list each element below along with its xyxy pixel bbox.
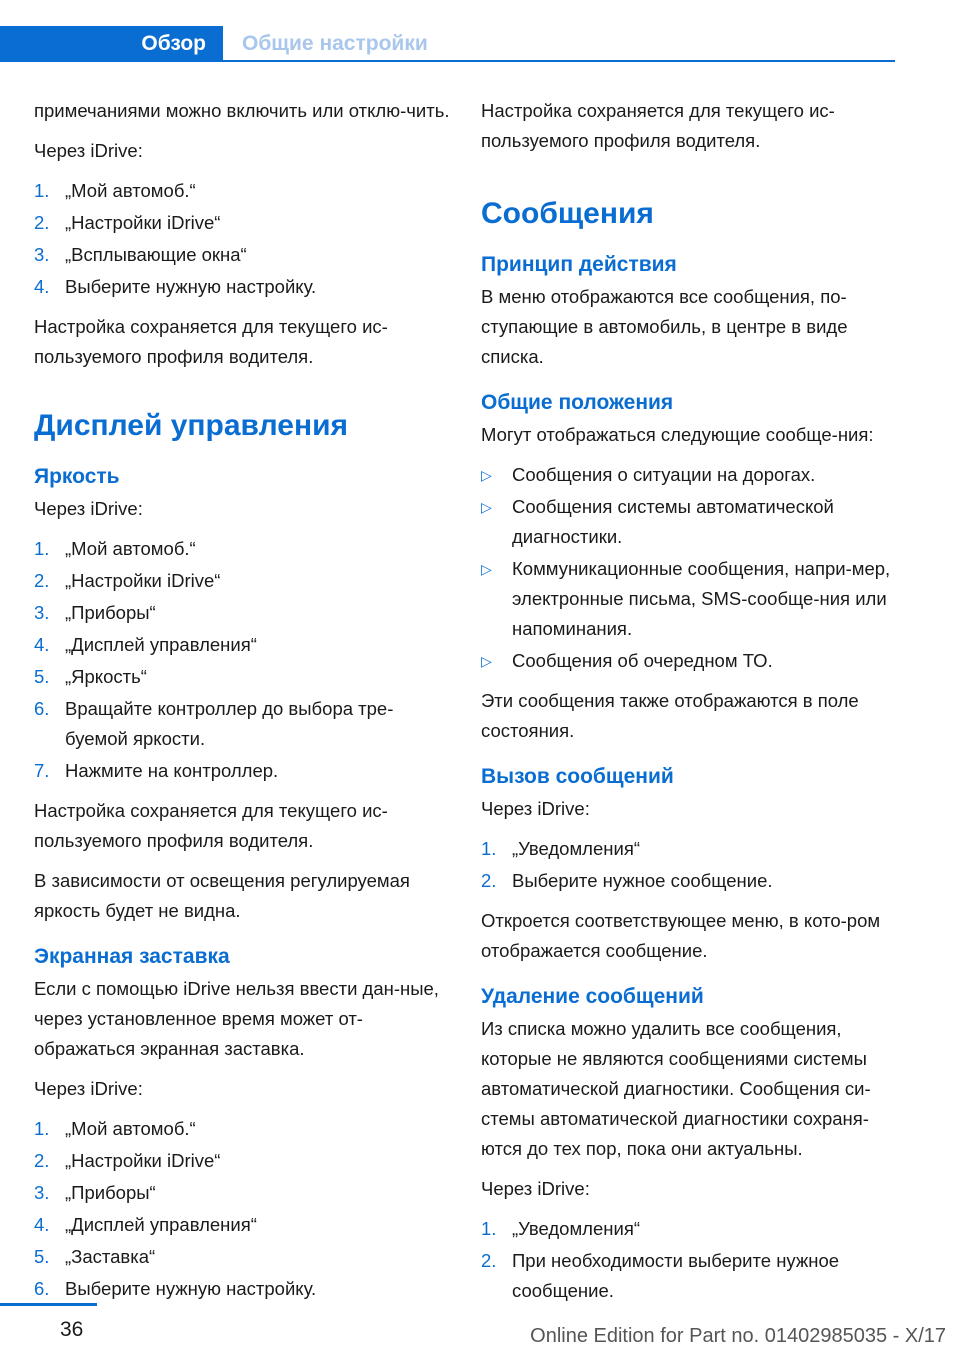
paragraph: Если с помощью iDrive нельзя ввести дан-ные, через установленное время может от-ображаться экранная заставка. [34,978,439,1059]
step-number: 6. [34,1278,50,1299]
step-item [34,694,454,754]
step-text: При необходимости выберите нужное сообщение. [512,1250,840,1301]
step-number: 1. [34,1118,50,1139]
paragraph: Настройка сохраняется для текущего ис-пользуемого профиля водителя. [34,316,388,367]
step-number: 1. [34,180,50,201]
step-item [34,756,454,786]
step-number: 1. [481,838,497,859]
paragraph: В зависимости от освещения регулируемая яркость будет не видна. [34,870,410,921]
step-text: „Мой автомоб.“ [65,538,196,559]
step-text: „Всплывающие окна“ [65,244,247,265]
triangle-right-icon: ▷ [481,467,492,483]
paragraph: Откроется соответствующее меню, в кото-ром отображается сообщение. [481,910,881,961]
step-item [34,272,454,302]
step-item [34,1178,454,1208]
step-item [34,534,454,564]
step-text: Выберите нужную настройку. [65,1278,317,1299]
step-text: „Приборы“ [65,602,156,623]
paragraph: Из списка можно удалить все сообщения, которые не являются сообщениями системы автоматической диагностики. Сообщения си-стемы автоматической диагностики сохраня-ются до тех пор, пока они актуальны. [481,1018,871,1159]
step-text: „Настройки iDrive“ [65,1150,221,1171]
step-text: „Настройки iDrive“ [65,212,221,233]
step-item [34,176,454,206]
step-item [34,240,454,270]
step-text: „Мой автомоб.“ [65,1118,196,1139]
paragraph: Настройка сохраняется для текущего ис-пользуемого профиля водителя. [34,800,388,851]
bullet-list [481,460,901,676]
heading-display: Дисплей управления [34,409,349,442]
steps-list [34,1114,454,1304]
step-number: 4. [34,276,50,297]
subheading-general: Общие положения [481,391,674,414]
step-text: Нажмите на контроллер. [65,760,279,781]
paragraph: Настройка сохраняется для текущего ис-пользуемого профиля водителя. [481,100,835,151]
step-text: „Уведомления“ [512,1218,640,1239]
step-number: 2. [34,570,50,591]
step-text: Выберите нужную настройку. [65,276,317,297]
step-number: 7. [34,760,50,781]
step-text: „Заставка“ [65,1246,156,1267]
step-item [34,208,454,238]
step-text: „Приборы“ [65,1182,156,1203]
subheading-delete-messages: Удаление сообщений [481,985,704,1008]
subheading-screensaver: Экранная заставка [34,945,230,968]
step-number: 5. [34,1246,50,1267]
step-item [34,1114,454,1144]
paragraph: Эти сообщения также отображаются в поле состояния. [481,690,859,741]
edition-label: Online Edition for Part no. 01402985035 - X/17 [530,1325,946,1347]
steps-list [34,534,454,786]
triangle-right-icon: ▷ [481,653,492,669]
step-text: Вращайте контроллер до выбора тре-буемой яркости. [65,698,394,749]
heading-messages: Сообщения [481,197,654,230]
paragraph: В меню отображаются все сообщения, по-ступающие в автомобиль, в центре в виде списка. [481,286,848,367]
step-item [34,630,454,660]
section-tab-general-settings[interactable]: Общие настройки [242,31,428,55]
step-number: 5. [34,666,50,687]
step-number: 1. [481,1218,497,1239]
step-number: 2. [34,212,50,233]
triangle-right-icon: ▷ [481,499,492,515]
bullet-text: Коммуникационные сообщения, напри-мер, электронные письма, SMS-сообще-ния или напоминания. [512,558,891,639]
step-text: „Уведомления“ [512,838,640,859]
step-item [34,598,454,628]
page-number: 36 [60,1318,84,1341]
subheading-brightness: Яркость [34,465,120,488]
bullet-item [481,554,901,644]
step-item [481,834,901,864]
paragraph: примечаниями можно включить или отклю-чить. [34,100,450,121]
step-number: 3. [34,602,50,623]
step-number: 4. [34,1214,50,1235]
step-text: „Настройки iDrive“ [65,570,221,591]
step-number: 1. [34,538,50,559]
bullet-text: Сообщения системы автоматической диагностики. [512,496,834,547]
step-item [34,1242,454,1272]
via-idrive-label: Через iDrive: [34,140,143,161]
step-number: 2. [34,1150,50,1171]
triangle-right-icon: ▷ [481,561,492,577]
step-number: 3. [34,1182,50,1203]
bullet-item [481,646,901,676]
step-text: „Мой автомоб.“ [65,180,196,201]
section-tab-overview[interactable]: Обзор [0,26,223,61]
bullet-item [481,492,901,552]
step-item [34,662,454,692]
step-number: 2. [481,870,497,891]
bullet-text: Сообщения об очередном ТО. [512,650,773,671]
step-text: „Дисплей управления“ [65,1214,257,1235]
step-item [34,1146,454,1176]
step-number: 2. [481,1250,497,1271]
step-item [34,1210,454,1240]
subheading-principle: Принцип действия [481,253,677,276]
bullet-text: Сообщения о ситуации на дорогах. [512,464,816,485]
via-idrive-label: Через iDrive: [34,498,143,519]
step-item [34,566,454,596]
right-column [481,96,901,1316]
steps-list [481,1214,901,1306]
step-text: „Дисплей управления“ [65,634,257,655]
via-idrive-label: Через iDrive: [481,798,590,819]
bullet-item [481,460,901,490]
step-number: 3. [34,244,50,265]
footer-rule [0,1303,97,1306]
via-idrive-label: Через iDrive: [34,1078,143,1099]
steps-list [34,176,454,302]
step-item [481,866,901,896]
steps-list [481,834,901,896]
step-text: Выберите нужное сообщение. [512,870,773,891]
step-item [34,1274,454,1304]
left-column [34,96,454,1314]
step-number: 6. [34,698,50,719]
step-item [481,1246,901,1306]
paragraph: Могут отображаться следующие сообще-ния: [481,424,874,445]
step-number: 4. [34,634,50,655]
step-text: „Яркость“ [65,666,147,687]
via-idrive-label: Через iDrive: [481,1178,590,1199]
step-item [481,1214,901,1244]
subheading-call-messages: Вызов сообщений [481,765,674,788]
header-rule [0,60,895,62]
